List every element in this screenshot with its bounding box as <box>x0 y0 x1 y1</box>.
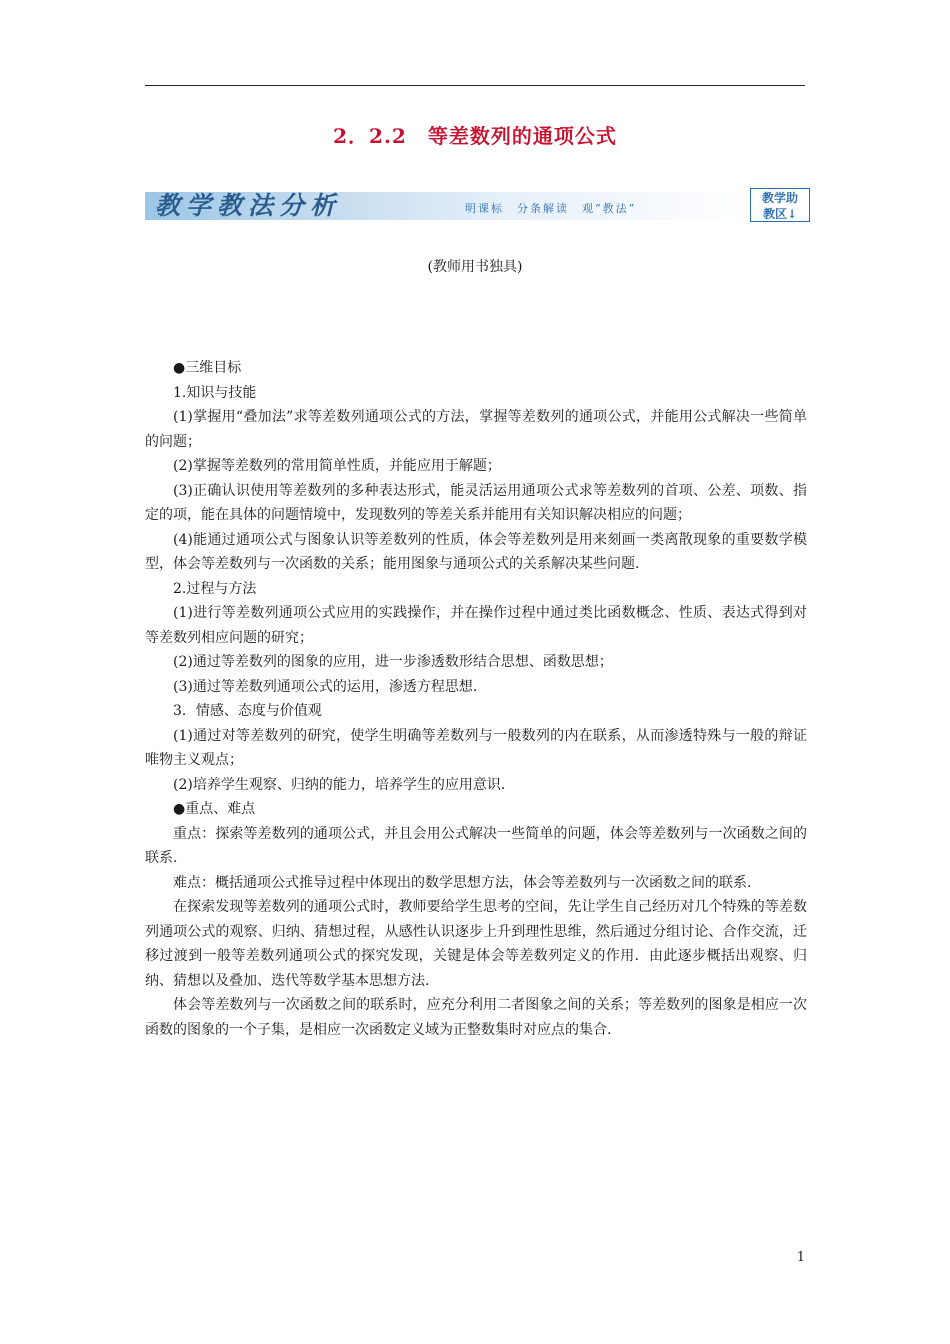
paragraph: (1)掌握用“叠加法”求等差数列通项公式的方法，掌握等差数列的通项公式，并能用公式解决一些简单的问题； <box>145 409 807 450</box>
paragraph: 难点：概括通项公式推导过程中体现出的数学思想方法，体会等差数列与一次函数之间的联系. <box>173 874 752 891</box>
page-title: 2．2.2 等差数列的通项公式 <box>333 124 617 148</box>
paragraph: (2)培养学生观察、归纳的能力，培养学生的应用意识. <box>173 776 506 793</box>
paragraph: 1.知识与技能 <box>173 384 257 401</box>
paragraph: 在探索发现等差数列的通项公式时，教师要给学生思考的空间，先让学生自己经历对几个特殊的等差数列通项公式的观察、归纳、猜想过程，从感性认识逐步上升到理性思维，然后通过分组讨论、合作交流，迁移过渡到一般等差数列通项公式的探究发现，关键是体会等差数列定义的作用．由此逐步概括出观察、归纳、猜想以及叠加、迭代等数学基本思想方法. <box>145 899 807 989</box>
paragraph: ●重点、难点 <box>173 801 256 817</box>
paragraph: (2)掌握等差数列的常用简单性质，并能应用于解题； <box>173 458 501 474</box>
paragraph: (1)通过对等差数列的研究，使学生明确等差数列与一般数列的内在联系，从而渗透特殊与一般的辩证唯物主义观点； <box>145 727 807 768</box>
paragraph: 3．情感、态度与价值观 <box>173 703 322 719</box>
paragraph: 2.过程与方法 <box>173 580 257 597</box>
paragraph: (4)能通过通项公式与图象认识等差数列的性质，体会等差数列是用来刻画一类离散现象的重要数学模型，体会等差数列与一次函数的关系；能用图象与通项公式的关系解决某些问题. <box>145 531 807 572</box>
banner-help-box <box>750 188 810 222</box>
banner-box-line2: 教区↓ <box>762 207 798 221</box>
banner-title: 教学教法分析 <box>155 191 342 220</box>
header-rule <box>145 85 805 86</box>
paragraph: (3)正确认识使用等差数列的多种表达形式，能灵活运用通项公式求等差数列的首项、公差、项数、指定的项，能在具体的问题情境中，发现数列的等差关系并能用有关知识解决相应的问题； <box>145 482 807 523</box>
teacher-note: (教师用书独具) <box>427 259 523 275</box>
paragraph: (3)通过等差数列通项公式的运用，渗透方程思想. <box>173 678 478 695</box>
paragraph: 重点：探索等差数列的通项公式，并且会用公式解决一些简单的问题，体会等差数列与一次函数之间的联系. <box>145 825 807 866</box>
paragraph: ●三维目标 <box>173 360 242 376</box>
banner-subtitle: 明课标 分条解读 观“教法” <box>465 202 637 215</box>
paragraph: 体会等差数列与一次函数之间的联系时，应充分利用二者图象之间的关系；等差数列的图象是相应一次函数的图象的一个子集，是相应一次函数定义域为正整数集时对应点的集合. <box>145 997 807 1038</box>
paragraph: (2)通过等差数列的图象的应用，进一步渗透数形结合思想、函数思想； <box>173 654 613 670</box>
banner-box-line1: 教学助 <box>761 191 798 205</box>
page-number: 1 <box>796 1250 805 1265</box>
paragraph: (1)进行等差数列通项公式应用的实践操作，并在操作过程中通过类比函数概念、性质、表达式得到对等差数列相应问题的研究； <box>145 605 807 646</box>
section-banner <box>145 186 815 226</box>
body-text <box>145 356 807 1042</box>
